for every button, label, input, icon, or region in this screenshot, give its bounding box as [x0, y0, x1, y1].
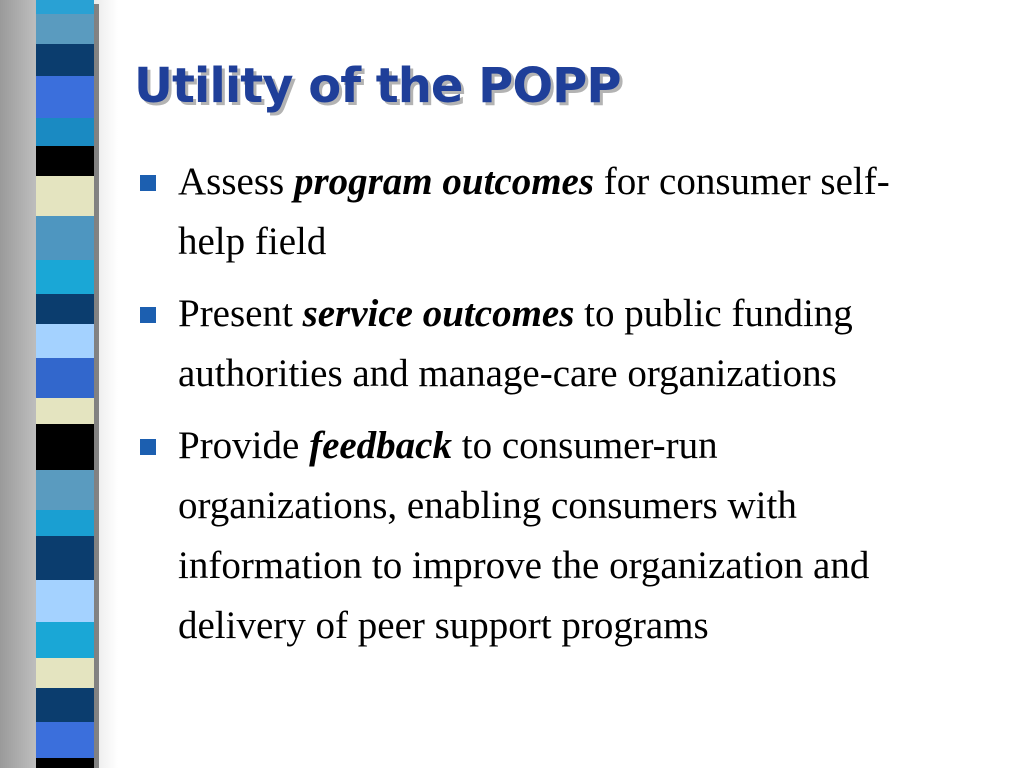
bullet-emphasis-text: feedback — [309, 424, 452, 467]
square-bullet-icon — [140, 175, 156, 191]
stripe-block — [36, 14, 94, 44]
bullet-rest-text: to public funding authorities and manage-care organizations — [178, 292, 853, 395]
square-bullet-icon — [140, 307, 156, 323]
bullet-item-feedback — [136, 416, 936, 656]
stripe-block — [36, 688, 94, 722]
decorative-color-stripe — [36, 0, 94, 768]
stripe-block — [36, 722, 94, 758]
stripe-block — [36, 510, 94, 536]
bullet-lead-text: Present — [178, 292, 303, 335]
stripe-block — [36, 294, 94, 324]
stripe-block — [36, 658, 94, 688]
stripe-block — [36, 580, 94, 622]
bullet-lead-text: Provide — [178, 424, 310, 467]
bullet-item-service-outcomes — [136, 284, 936, 404]
stripe-block — [36, 260, 94, 294]
stripe-block — [36, 324, 94, 358]
square-bullet-icon — [140, 439, 156, 455]
stripe-block — [36, 176, 94, 216]
bullet-rest-text: to consumer-run organizations, enabling consumers with information to improve the organization and delivery of peer support programs — [178, 424, 870, 647]
bullet-item-program-outcomes — [136, 152, 936, 272]
bullet-emphasis-text: service outcomes — [302, 292, 575, 335]
stripe-block — [36, 470, 94, 510]
stripe-block — [36, 424, 94, 470]
stripe-block — [36, 118, 94, 146]
stripe-block — [36, 758, 94, 768]
stripe-block — [36, 0, 94, 14]
stripe-block — [36, 44, 94, 76]
stripe-block — [36, 622, 94, 658]
stripe-block — [36, 358, 94, 398]
stripe-block — [36, 536, 94, 580]
stripe-block — [36, 398, 94, 424]
stripe-block — [36, 76, 94, 118]
stripe-block — [36, 216, 94, 260]
slide-title: Utility of the POPP — [134, 58, 621, 114]
bullet-lead-text: Assess — [178, 160, 294, 203]
bullet-emphasis-text: program outcomes — [293, 160, 595, 203]
bullet-rest-text: for consumer self-help field — [178, 160, 890, 263]
bullet-list — [136, 152, 936, 668]
stripe-block — [36, 146, 94, 176]
